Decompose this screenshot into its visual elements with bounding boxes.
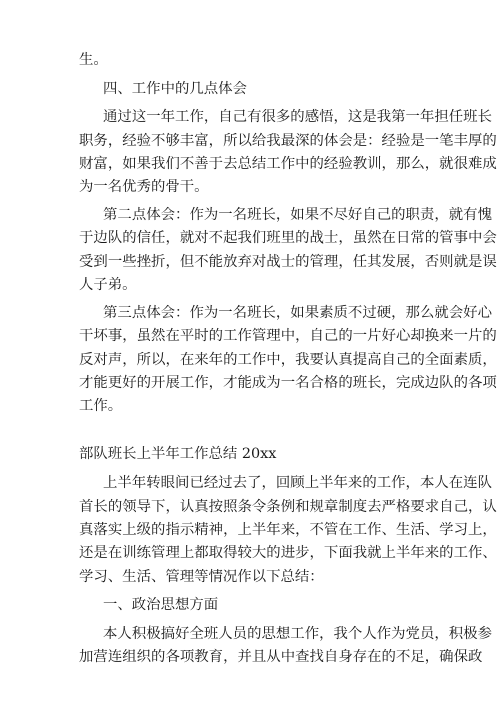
text-line: 上 半 年 转 眼 间 已 经 过 去 了 ， 回 顾 上 半 年 来 的 工 作 ， 本 人 在 连 队 — [103, 475, 492, 491]
text-line: 首 长 的 领 导 下 ， 认 真 按 照 条 令 条 例 和 规 章 制 度 去 严 格 要 求 自 己 ， 认 — [79, 499, 497, 515]
text-line: 通 过 这 一 年 工 作 ， 自 己 有 很 多 的 感 悟 ， 这 是 我 第 一 年 担 任 班 长 — [103, 109, 492, 125]
text-line: 于 边 队 的 信 任 ， 就 对 不 起 我 们 班 里 的 战 士 ， 虽 然 在 日 常 的 管 事 中 会 — [79, 230, 497, 246]
text-line: 学习、生活、管理等情况作以下总结： — [79, 569, 324, 585]
text-line: 职 务 ， 经 验 不 够 丰 富 ， 所 以 给 我 最 深 的 体 会 是 ： 经 验 是 一 笔 丰 厚 的 — [79, 133, 497, 149]
text-line: 生。 — [79, 52, 108, 68]
text-line: 干 坏 事 ， 虽 然 在 平 时 的 工 作 管 理 中 ， 自 己 的 一 片 好 心 却 换 来 一 片 的 — [79, 328, 497, 344]
text-line: 反 对 声 ， 所 以 ， 在 来 年 的 工 作 中 ， 我 要 认 真 提 高 自 己 的 全 面 素 质 ， — [79, 352, 497, 368]
text-line: 受 到 一 些 挫 折 ， 但 不 能 放 弃 对 战 士 的 管 理 ， 任 其 发 展 ， 否 则 就 是 误 — [79, 254, 497, 270]
text-line: 财 富 ， 如 果 我 们 不 善 于 去 总 结 工 作 中 的 经 验 教 训 ， 那 么 ， 就 很 难 成 — [79, 156, 497, 172]
text-line: 才 能 更 好 的 开 展 工 作 ， 才 能 成 为 一 名 合 格 的 班 长 ， 完 成 边 队 的 各 项 — [79, 375, 497, 391]
section-title: 部队班长上半年工作总结 20xx — [79, 446, 277, 462]
text-line: 真 落 实 上 级 的 指 示 精 神 ， 上 半 年 来 ， 不 管 在 工 作 、 生 活 、 学 习 上 ， — [79, 522, 497, 538]
text-line: 第 二 点 体 会 ： 作 为 一 名 班 长 ， 如 果 不 尽 好 自 己 的 职 责 ， 就 有 愧 — [103, 207, 492, 223]
text-line: 为一名优秀的骨干。 — [79, 179, 209, 195]
section-heading: 一、政治思想方面 — [103, 597, 219, 613]
text-line: 本 人 积 极 搞 好 全 班 人 员 的 思 想 工 作 ， 我 个 人 作 为 党 员 ， 积 极 参 — [103, 626, 492, 642]
text-line: 加 营 连 组 织 的 各 项 教 育 ， 并 且 从 中 查 找 自 身 存 在 的 不 足 ， 确 保 政 — [79, 649, 483, 665]
text-line: 还 是 在 训 练 管 理 上 都 取 得 较 大 的 进 步 ， 下 面 我 就 上 半 年 来 的 工 作 、 — [79, 545, 497, 561]
section-heading: 四、工作中的几点体会 — [103, 81, 247, 97]
text-line: 人子弟。 — [79, 277, 137, 293]
text-line: 第 三 点 体 会 ： 作 为 一 名 班 长 ， 如 果 素 质 不 过 硬 ， 那 么 就 会 好 心 — [103, 305, 492, 321]
text-line: 工作。 — [79, 398, 123, 414]
